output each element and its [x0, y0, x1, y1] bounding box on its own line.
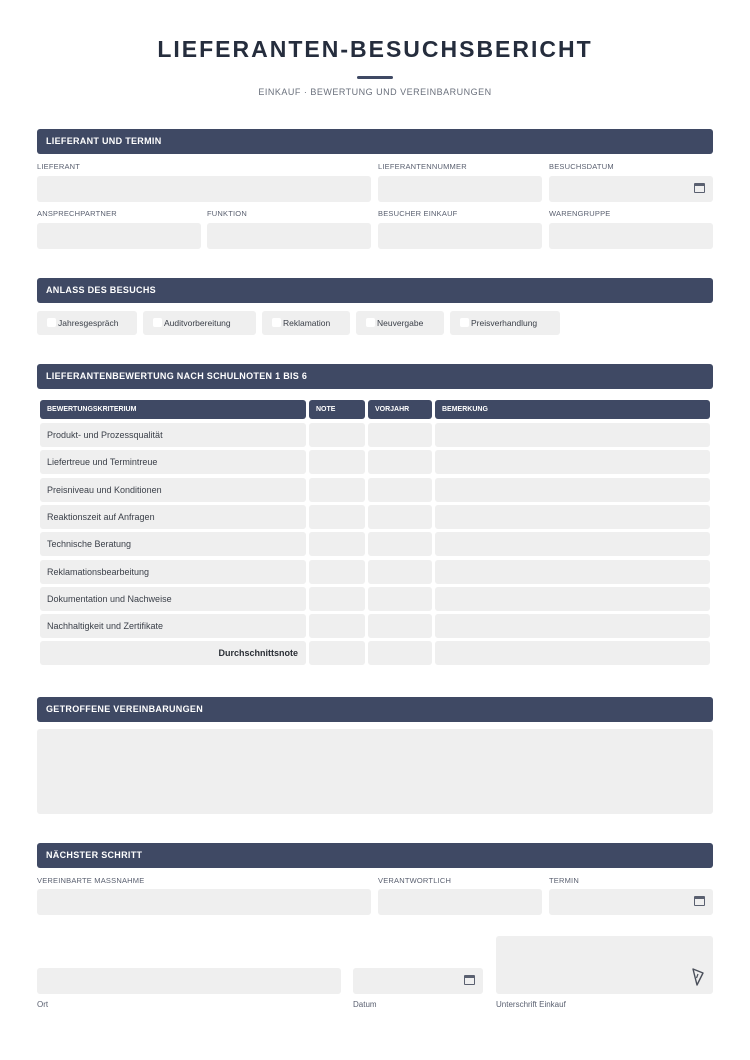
label-verantwortlich: VERANTWORTLICH [378, 876, 452, 885]
lieferantennummer-field[interactable] [378, 176, 542, 202]
section-header-bewertung: LIEFERANTENBEWERTUNG NACH SCHULNOTEN 1 BIS 6 [37, 364, 713, 389]
label-ansprechpartner: ANSPRECHPARTNER [37, 209, 117, 218]
criterion-cell: Preisniveau und Konditionen [40, 478, 306, 502]
column-header-kriterium: BEWERTUNGSKRITERIUM [40, 400, 306, 419]
checkbox[interactable] [366, 318, 375, 327]
checkbox[interactable] [47, 318, 56, 327]
calendar-icon[interactable] [694, 896, 705, 906]
label-unterschrift: Unterschrift Einkauf [496, 1000, 566, 1009]
page-title: LIEFERANTEN-BESUCHSBERICHT [157, 36, 593, 62]
vorjahr-input[interactable] [368, 560, 432, 584]
label-datum: Datum [353, 1000, 377, 1009]
vereinbarungen-textarea[interactable] [37, 729, 713, 814]
vorjahr-input[interactable] [368, 505, 432, 529]
note-input[interactable] [309, 423, 365, 447]
criterion-cell: Reklamationsbearbeitung [40, 560, 306, 584]
column-header-vorjahr: VORJAHR [368, 400, 432, 419]
section-header-anlass: ANLASS DES BESUCHS [37, 278, 713, 303]
datum-field[interactable] [353, 968, 483, 994]
checkbox[interactable] [460, 318, 469, 327]
section-header-vereinbarungen: GETROFFENE VEREINBARUNGEN [37, 697, 713, 722]
ort-field[interactable] [37, 968, 341, 994]
bemerkung-input[interactable] [435, 423, 710, 447]
bemerkung-input[interactable] [435, 614, 710, 638]
vorjahr-input[interactable] [368, 478, 432, 502]
label-termin: TERMIN [549, 876, 579, 885]
option-auditvorbereitung[interactable]: Auditvorbereitung [143, 311, 256, 335]
option-jahresgespraech[interactable]: Jahresgespräch [37, 311, 137, 335]
vorjahr-input[interactable] [368, 450, 432, 474]
label-massnahme: VEREINBARTE MASSNAHME [37, 876, 145, 885]
besucher-einkauf-field[interactable] [378, 223, 542, 249]
summary-bemerkung-input[interactable] [435, 641, 710, 665]
summary-vorjahr-input[interactable] [368, 641, 432, 665]
note-input[interactable] [309, 587, 365, 611]
label-ort: Ort [37, 1000, 49, 1009]
ansprechpartner-field[interactable] [37, 223, 201, 249]
criterion-cell: Liefertreue und Termintreue [40, 450, 306, 474]
calendar-icon[interactable] [464, 975, 475, 985]
label-warengruppe: WARENGRUPPE [549, 209, 611, 218]
criterion-cell: Nachhaltigkeit und Zertifikate [40, 614, 306, 638]
bemerkung-input[interactable] [435, 587, 710, 611]
massnahme-field[interactable] [37, 889, 371, 915]
note-input[interactable] [309, 532, 365, 556]
label-besucher-einkauf: BESUCHER EINKAUF [378, 209, 458, 218]
checkbox[interactable] [272, 318, 281, 327]
column-header-note: NOTE [309, 400, 365, 419]
criterion-cell: Produkt- und Prozessqualität [40, 423, 306, 447]
besuchsdatum-field[interactable] [549, 176, 713, 202]
option-preisverhandlung[interactable]: Preisverhandlung [450, 311, 560, 335]
section-header-naechster-schritt: NÄCHSTER SCHRITT [37, 843, 713, 868]
unterschrift-field[interactable] [496, 936, 713, 994]
vorjahr-input[interactable] [368, 532, 432, 556]
label-besuchsdatum: BESUCHSDATUM [549, 162, 614, 171]
bemerkung-input[interactable] [435, 532, 710, 556]
note-input[interactable] [309, 505, 365, 529]
summary-label: Durchschnittsnote [40, 641, 306, 665]
criterion-cell: Technische Beratung [40, 532, 306, 556]
note-input[interactable] [309, 450, 365, 474]
verantwortlich-field[interactable] [378, 889, 542, 915]
warengruppe-field[interactable] [549, 223, 713, 249]
note-input[interactable] [309, 478, 365, 502]
bemerkung-input[interactable] [435, 505, 710, 529]
label-lieferantennummer: LIEFERANTENNUMMER [378, 162, 467, 171]
title-divider [357, 76, 393, 79]
pen-icon [691, 968, 705, 986]
column-header-bemerkung: BEMERKUNG [435, 400, 710, 419]
page-subtitle: EINKAUF · BEWERTUNG UND VEREINBARUNGEN [258, 87, 492, 97]
label-funktion: FUNKTION [207, 209, 247, 218]
note-input[interactable] [309, 614, 365, 638]
bemerkung-input[interactable] [435, 478, 710, 502]
checkbox[interactable] [153, 318, 162, 327]
label-lieferant: LIEFERANT [37, 162, 81, 171]
funktion-field[interactable] [207, 223, 371, 249]
termin-field[interactable] [549, 889, 713, 915]
summary-note-input[interactable] [309, 641, 365, 665]
option-neuvergabe[interactable]: Neuvergabe [356, 311, 444, 335]
section-header-lieferant: LIEFERANT UND TERMIN [37, 129, 713, 154]
vorjahr-input[interactable] [368, 614, 432, 638]
calendar-icon[interactable] [694, 183, 705, 193]
criterion-cell: Dokumentation und Nachweise [40, 587, 306, 611]
bemerkung-input[interactable] [435, 450, 710, 474]
vorjahr-input[interactable] [368, 423, 432, 447]
lieferant-field[interactable] [37, 176, 371, 202]
option-reklamation[interactable]: Reklamation [262, 311, 350, 335]
criterion-cell: Reaktionszeit auf Anfragen [40, 505, 306, 529]
bemerkung-input[interactable] [435, 560, 710, 584]
note-input[interactable] [309, 560, 365, 584]
vorjahr-input[interactable] [368, 587, 432, 611]
